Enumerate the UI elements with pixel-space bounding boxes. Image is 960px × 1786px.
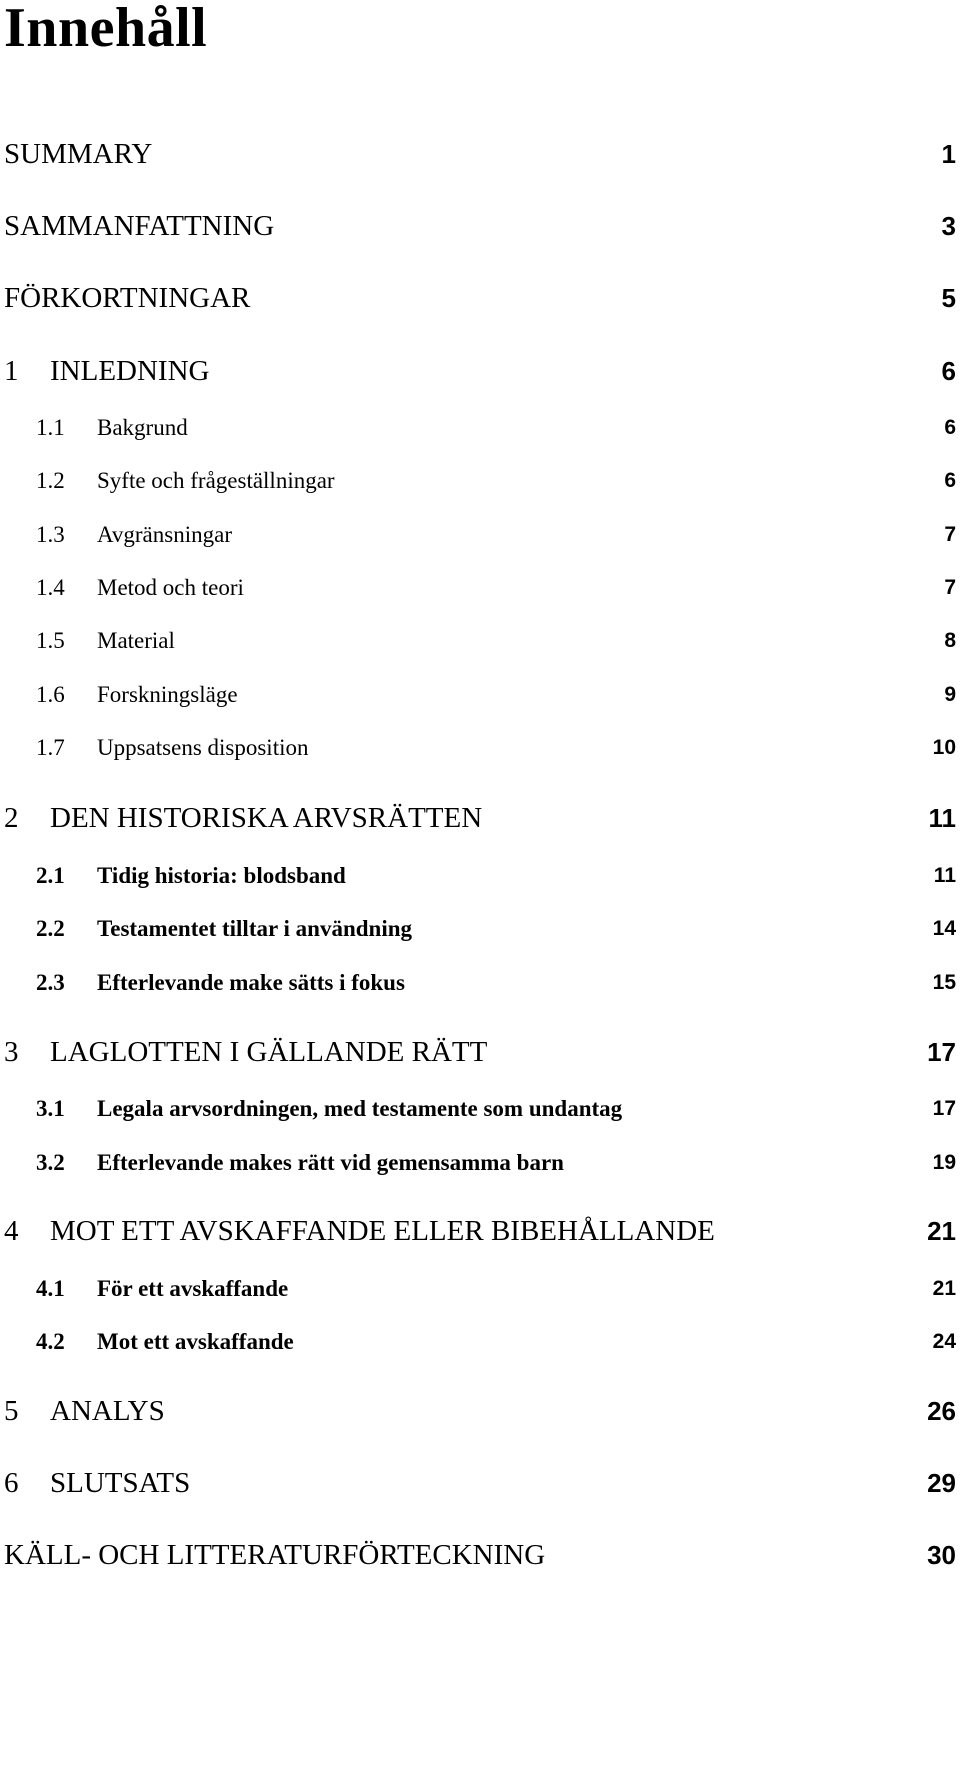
toc-entry-page: 7 xyxy=(944,523,956,546)
toc-entry xyxy=(0,909,960,949)
toc-entry-number: 2 xyxy=(4,802,19,834)
toc-entry-number: 2.3 xyxy=(36,970,65,995)
toc-entry-page: 21 xyxy=(932,1277,956,1300)
toc-entry-page: 6 xyxy=(941,356,956,386)
toc-entry xyxy=(0,568,960,608)
toc-entry-page: 1 xyxy=(941,139,956,169)
toc-entry xyxy=(0,278,960,318)
toc-entry xyxy=(0,1322,960,1362)
toc-entry-page: 6 xyxy=(944,416,956,439)
toc-entry xyxy=(0,351,960,391)
toc-entry xyxy=(0,621,960,661)
toc-entry-number: 3.1 xyxy=(36,1096,65,1121)
toc-entry-title: ANALYS xyxy=(50,1395,165,1427)
toc-entry xyxy=(0,1535,960,1575)
toc-entry-number: 4.2 xyxy=(36,1329,65,1354)
toc-entry-title: DEN HISTORISKA ARVSRÄTTEN xyxy=(50,802,483,834)
toc-entry-page: 6 xyxy=(944,469,956,492)
toc-entry-title: Avgränsningar xyxy=(97,522,232,547)
toc-entry-page: 11 xyxy=(928,803,956,833)
toc-entry-number: 5 xyxy=(4,1395,19,1427)
toc-entry-number: 4 xyxy=(4,1215,19,1247)
toc-entry-page: 8 xyxy=(944,629,956,652)
toc-entry-title: För ett avskaffande xyxy=(97,1276,289,1301)
toc-entry-page: 7 xyxy=(944,576,956,599)
toc-entry-page: 29 xyxy=(927,1468,956,1498)
toc-entry-title: Metod och teori xyxy=(97,575,244,600)
toc-entry xyxy=(0,206,960,246)
toc-entry-page: 21 xyxy=(927,1216,956,1246)
toc-entry xyxy=(0,134,960,174)
toc-entry-title: Forskningsläge xyxy=(97,682,238,707)
toc-entry-number: 4.1 xyxy=(36,1276,65,1301)
toc-entry xyxy=(0,1143,960,1183)
toc-entry xyxy=(0,675,960,715)
toc-entry-page: 9 xyxy=(944,683,956,706)
toc-entry xyxy=(0,1089,960,1129)
toc-entry-title: Tidig historia: blodsband xyxy=(97,863,346,888)
toc-entry-page: 17 xyxy=(927,1037,956,1067)
toc-entry-page: 19 xyxy=(932,1151,956,1174)
toc-entry-number: 2.2 xyxy=(36,916,65,941)
toc-entry-number: 1.6 xyxy=(36,682,65,707)
toc-entry-number: 1.4 xyxy=(36,575,65,600)
toc-entry-page: 30 xyxy=(927,1540,956,1570)
toc-entry-number: 1.2 xyxy=(36,468,65,493)
toc-entry xyxy=(0,728,960,768)
toc-entry-number: 2.1 xyxy=(36,863,65,888)
toc-entry-title: MOT ETT AVSKAFFANDE ELLER BIBEHÅLLANDE xyxy=(50,1215,715,1247)
toc-entry xyxy=(0,1463,960,1503)
toc-entry-title: Uppsatsens disposition xyxy=(97,735,309,760)
toc-entry-page: 5 xyxy=(941,283,956,313)
toc-entry-title: SAMMANFATTNING xyxy=(4,210,275,242)
toc-entry-page: 3 xyxy=(941,211,956,241)
toc-entry xyxy=(0,461,960,501)
toc-entry xyxy=(0,1032,960,1072)
toc-entry-page: 17 xyxy=(932,1097,956,1120)
toc-entry-title: Material xyxy=(97,628,175,653)
toc-entry-page: 11 xyxy=(933,864,956,887)
toc-entry-title: Testamentet tilltar i användning xyxy=(97,916,413,941)
toc-entry-number: 3 xyxy=(4,1036,19,1068)
toc-entry-title: Efterlevande makes rätt vid gemensamma barn xyxy=(97,1150,564,1175)
toc-entry-title: LAGLOTTEN I GÄLLANDE RÄTT xyxy=(50,1036,488,1068)
toc-entry-page: 15 xyxy=(932,971,956,994)
toc-entry xyxy=(0,1211,960,1251)
toc-entry-title: INLEDNING xyxy=(50,355,210,387)
toc-entry-title: SLUTSATS xyxy=(50,1467,191,1499)
page-title: Innehåll xyxy=(4,0,208,59)
toc-entry-title: FÖRKORTNINGAR xyxy=(4,282,251,314)
toc-entry-title: KÄLL- OCH LITTERATURFÖRTECKNING xyxy=(4,1539,546,1571)
toc-entry-number: 1.7 xyxy=(36,735,65,760)
toc-entry xyxy=(0,856,960,896)
toc-entry-page: 10 xyxy=(932,736,956,759)
toc-entry-number: 1.1 xyxy=(36,415,65,440)
toc-entry-title: Mot ett avskaffande xyxy=(97,1329,294,1354)
toc-entry xyxy=(0,515,960,555)
toc-entry xyxy=(0,963,960,1003)
toc-entry-number: 3.2 xyxy=(36,1150,65,1175)
toc-entry-title: Bakgrund xyxy=(97,415,188,440)
toc-entry-number: 1.5 xyxy=(36,628,65,653)
toc-entry-title: Syfte och frågeställningar xyxy=(97,468,335,493)
toc-entry-page: 14 xyxy=(932,917,956,940)
toc-entry-number: 1 xyxy=(4,355,19,387)
toc-entry-title: Efterlevande make sätts i fokus xyxy=(97,970,405,995)
toc-entry-number: 1.3 xyxy=(36,522,65,547)
toc-entry xyxy=(0,798,960,838)
toc-entry xyxy=(0,1269,960,1309)
toc-entry-title: Legala arvsordningen, med testamente som undantag xyxy=(97,1096,623,1121)
toc-entry-page: 24 xyxy=(932,1330,956,1353)
toc-entry xyxy=(0,408,960,448)
toc-entry-number: 6 xyxy=(4,1467,19,1499)
toc-entry-page: 26 xyxy=(927,1396,956,1426)
toc-entry xyxy=(0,1391,960,1431)
toc-entry-title: SUMMARY xyxy=(4,138,153,170)
